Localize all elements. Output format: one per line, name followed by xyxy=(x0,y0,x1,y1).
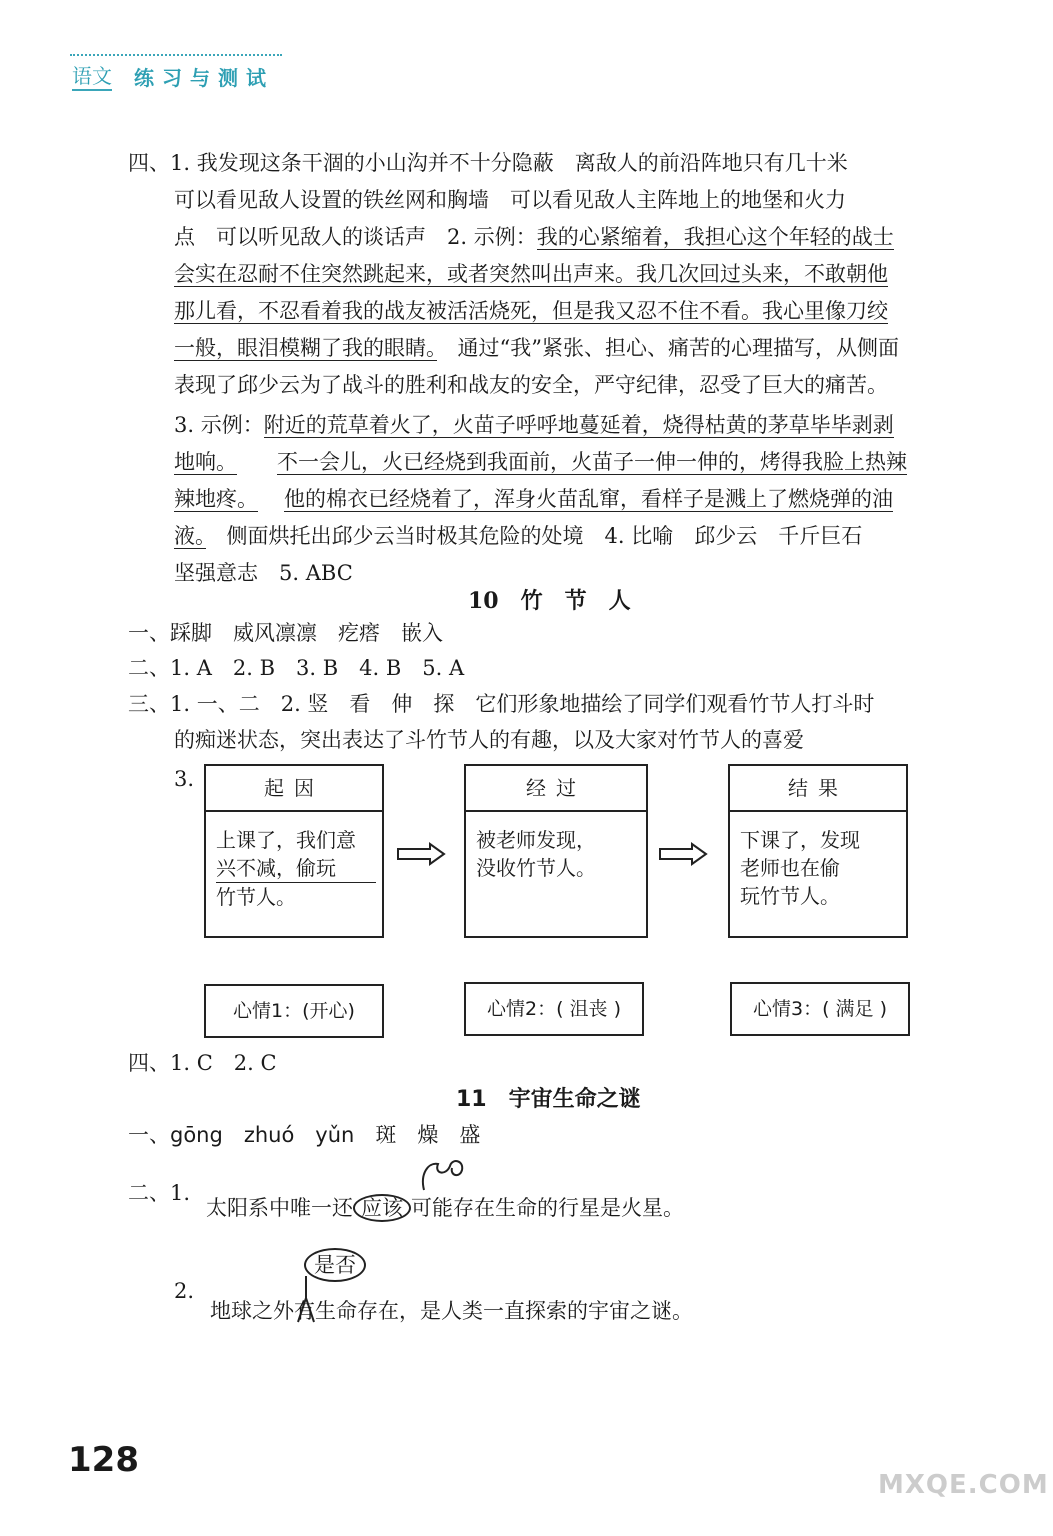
page-number: 128 xyxy=(68,1440,139,1480)
answer-text: 3. 示例： xyxy=(174,413,264,437)
question-number: 2. xyxy=(174,1279,195,1303)
right-arrow-icon xyxy=(658,842,708,866)
underlined-text: 一般，眼泪模糊了我的眼睛。 xyxy=(174,336,437,360)
flow-box-cause xyxy=(204,764,384,938)
underlined-text: 辣地疼。 xyxy=(174,487,258,511)
answer-line: 三、1. 一、二 2. 竖 看 伸 探 它们形象地描绘了同学们观看竹节人打斗时 xyxy=(128,692,875,716)
deletion-mark-icon xyxy=(410,1152,470,1192)
flow-box-line: 没收竹节人。 xyxy=(476,856,596,880)
underlined-text: 附近的荒草着火了，火苗子呼呼地蔓延着，烧得枯黄的茅草毕毕剥剥 xyxy=(263,413,894,437)
answer-line: 一、踩脚 威风凛凛 疙瘩 嵌入 xyxy=(128,621,443,645)
flow-box-line: 下课了，发现 xyxy=(740,828,860,852)
page-header xyxy=(70,54,282,90)
edited-sentence xyxy=(210,1296,693,1326)
edited-sentence xyxy=(206,1193,684,1223)
answer-line xyxy=(174,333,899,363)
watermark: MXQE.COM xyxy=(878,1470,1049,1500)
header-subject: 语文 xyxy=(72,60,112,91)
flow-box-head: 起因 xyxy=(206,766,382,812)
answer-line: 的痴迷状态，突出表达了斗竹节人的有趣，以及大家对竹节人的喜爱 xyxy=(174,728,804,752)
answer-line xyxy=(174,521,862,551)
flow-box-body xyxy=(730,812,906,910)
answer-line xyxy=(174,484,893,514)
lesson-title: 11 宇宙生命之谜 xyxy=(456,1087,641,1112)
answer-line xyxy=(174,259,888,289)
answer-text: 点 可以听见敌人的谈话声 2. 示例： xyxy=(174,225,537,249)
flow-box-body xyxy=(206,812,382,911)
answer-line xyxy=(174,296,888,326)
flow-box-line: 竹节人。 xyxy=(216,885,296,909)
right-arrow-icon xyxy=(396,842,446,866)
underlined-text: 我的心紧缩着，我担心这个年轻的战士 xyxy=(536,225,894,249)
flow-box-line: 老师也在偷 xyxy=(740,856,840,880)
lesson-title: 10 竹 节 人 xyxy=(468,588,631,614)
answer-text: 通过“我”紧张、担心、痛苦的心理描写，从侧面 xyxy=(436,336,899,360)
mood-box: 心情3：( 满足 ) xyxy=(730,982,910,1036)
answer-line: 表现了邱少云为了战斗的胜利和战友的安全，严守纪律，忍受了巨大的痛苦。 xyxy=(174,373,888,397)
flow-box-body xyxy=(466,812,646,882)
question-number: 二、1. xyxy=(128,1181,191,1205)
flow-box-head: 经过 xyxy=(466,766,646,812)
flow-box-line: 被老师发现， xyxy=(476,828,596,852)
mood-box: 心情1：(开心) xyxy=(204,984,384,1038)
sentence-text: 地球之外 xyxy=(210,1299,294,1323)
answer-text: 斑 燥 盛 xyxy=(375,1123,481,1147)
answer-line: 四、1. 我发现这条干涸的小山沟并不十分隐蔽 离敌人的前沿阵地只有几十米 xyxy=(128,151,848,175)
answer-line xyxy=(174,447,907,477)
underlined-text: 会实在忍耐不住突然跳起来，或者突然叫出声来。我几次回过头来，不敢朝他 xyxy=(174,262,888,286)
flow-box-line: 玩竹节人。 xyxy=(740,884,840,908)
flow-box-head: 结果 xyxy=(730,766,906,812)
flow-box-line: 上课了，我们意 xyxy=(216,828,356,852)
flow-box-line: 兴不减，偷玩 xyxy=(216,854,376,883)
flow-box-result xyxy=(728,764,908,938)
mood-box: 心情2：( 沮丧 ) xyxy=(464,982,644,1036)
answer-line xyxy=(174,222,894,252)
underlined-text: 不一会儿，火已经烧到我面前，火苗子一伸一伸的，烤得我脸上热辣 xyxy=(277,450,907,474)
underlined-text: 地响。 xyxy=(174,450,237,474)
underlined-text: 那儿看，不忍看着我的战友被活活烧死，但是我又忍不住不看。我心里像刀绞 xyxy=(174,299,888,323)
underlined-text: 液。 xyxy=(174,524,206,548)
sentence-text: 太阳系中唯一还 xyxy=(206,1196,353,1220)
sentence-text: 有生命存在，是人类一直探索的宇宙之谜。 xyxy=(294,1299,693,1323)
answer-line xyxy=(128,1120,480,1150)
underlined-text: 他的棉衣已经烧着了，浑身火苗乱窜，看样子是溅上了燃烧弹的油 xyxy=(284,487,893,511)
answer-label: 一、 xyxy=(128,1123,170,1147)
answer-line xyxy=(174,410,894,440)
answer-line: 四、1. C 2. C xyxy=(128,1051,277,1075)
answer-line: 二、1. A 2. B 3. B 4. B 5. A xyxy=(128,656,465,680)
answer-text: 侧面烘托出邱少云当时极其危险的处境 4. 比喻 邱少云 千斤巨石 xyxy=(205,524,863,548)
answer-line: 可以看见敌人设置的铁丝网和胸墙 可以看见敌人主阵地上的地堡和火力 xyxy=(174,188,846,212)
sentence-text: 可能存在生命的行星是火星。 xyxy=(411,1196,684,1220)
pinyin-text: gōng zhuó yǔn xyxy=(170,1123,355,1147)
question-number: 3. xyxy=(174,767,195,791)
header-title: 练习与测试 xyxy=(134,66,274,90)
circled-word: 应该 xyxy=(353,1194,411,1222)
flow-box-process xyxy=(464,764,648,938)
answer-line: 坚强意志 5. ABC xyxy=(174,561,353,585)
insert-word: 是否 xyxy=(304,1248,366,1282)
